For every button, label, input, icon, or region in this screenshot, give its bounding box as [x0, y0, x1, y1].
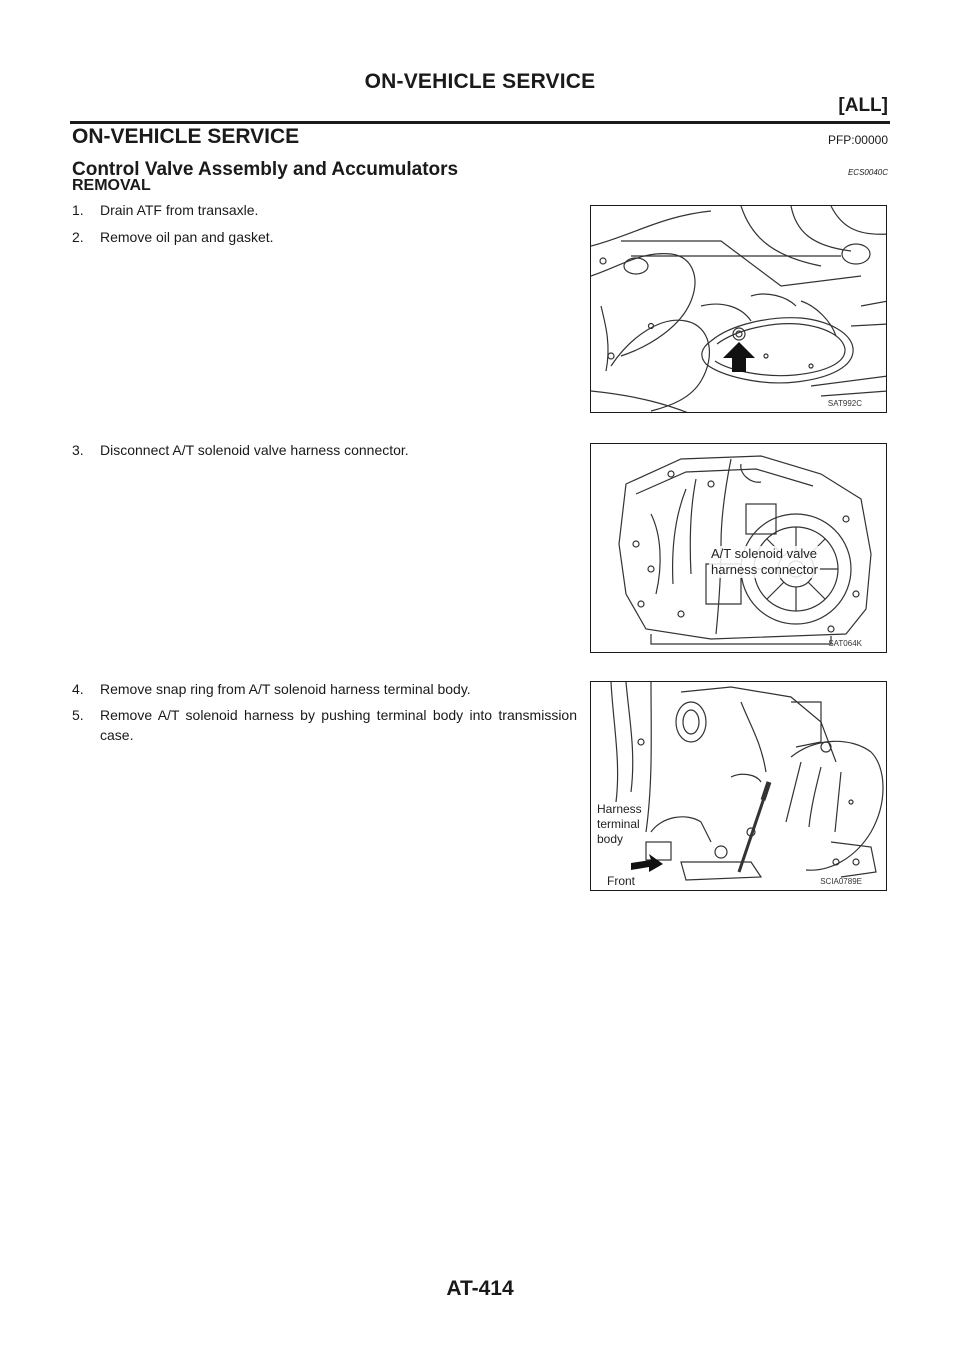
oil-pan-illustration — [591, 206, 887, 413]
step-text: Remove snap ring from A/T solenoid harness terminal body. — [100, 681, 471, 697]
step-text: Disconnect A/T solenoid valve harness connector. — [100, 442, 409, 458]
figure-code: SAT064K — [828, 639, 862, 648]
page-number: AT-414 — [446, 1277, 514, 1300]
step-text: Remove A/T solenoid harness by pushing terminal body into transmission case. — [100, 707, 577, 743]
step-text: Remove oil pan and gasket. — [100, 229, 274, 245]
step-number: 4. — [72, 681, 84, 697]
figure-code: SAT992C — [827, 399, 862, 408]
section-title: ON-VEHICLE SERVICE — [72, 125, 300, 148]
step-number: 1. — [72, 202, 84, 218]
callout-harness-terminal-body — [595, 802, 644, 847]
figure-oil-pan — [590, 205, 887, 413]
step-number: 5. — [72, 707, 84, 723]
figure-code: SCIA0789E — [820, 877, 862, 886]
step-2 — [72, 227, 577, 247]
figure-harness-terminal-body — [590, 681, 887, 891]
step-5 — [72, 705, 577, 745]
step-4 — [72, 679, 577, 699]
subsection-title: Control Valve Assembly and Accumulators — [72, 159, 459, 180]
procedure-heading: REMOVAL — [72, 177, 151, 194]
figure-harness-connector — [590, 443, 887, 653]
callout-line-2: terminal — [597, 817, 640, 831]
step-number: 3. — [72, 442, 84, 458]
step-1 — [72, 200, 577, 220]
callout-line-1: Harness — [597, 802, 642, 816]
callout-line-2: harness connector — [711, 562, 818, 577]
section-code: PFP:00000 — [827, 133, 888, 147]
step-number: 2. — [72, 229, 84, 245]
running-header-title: ON-VEHICLE SERVICE — [364, 70, 596, 93]
callout-front: Front — [607, 874, 636, 888]
callout-harness-connector — [709, 546, 820, 578]
step-3 — [72, 440, 577, 460]
applicability-tag: [ALL] — [838, 95, 888, 116]
callout-line-3: body — [597, 832, 624, 846]
front-direction-arrow-icon — [631, 854, 663, 872]
callout-line-1: A/T solenoid valve — [711, 546, 817, 561]
header-divider — [70, 121, 890, 124]
step-text: Drain ATF from transaxle. — [100, 202, 259, 218]
terminal-body-illustration — [591, 682, 887, 891]
subsection-code: ECS0040C — [847, 168, 888, 177]
